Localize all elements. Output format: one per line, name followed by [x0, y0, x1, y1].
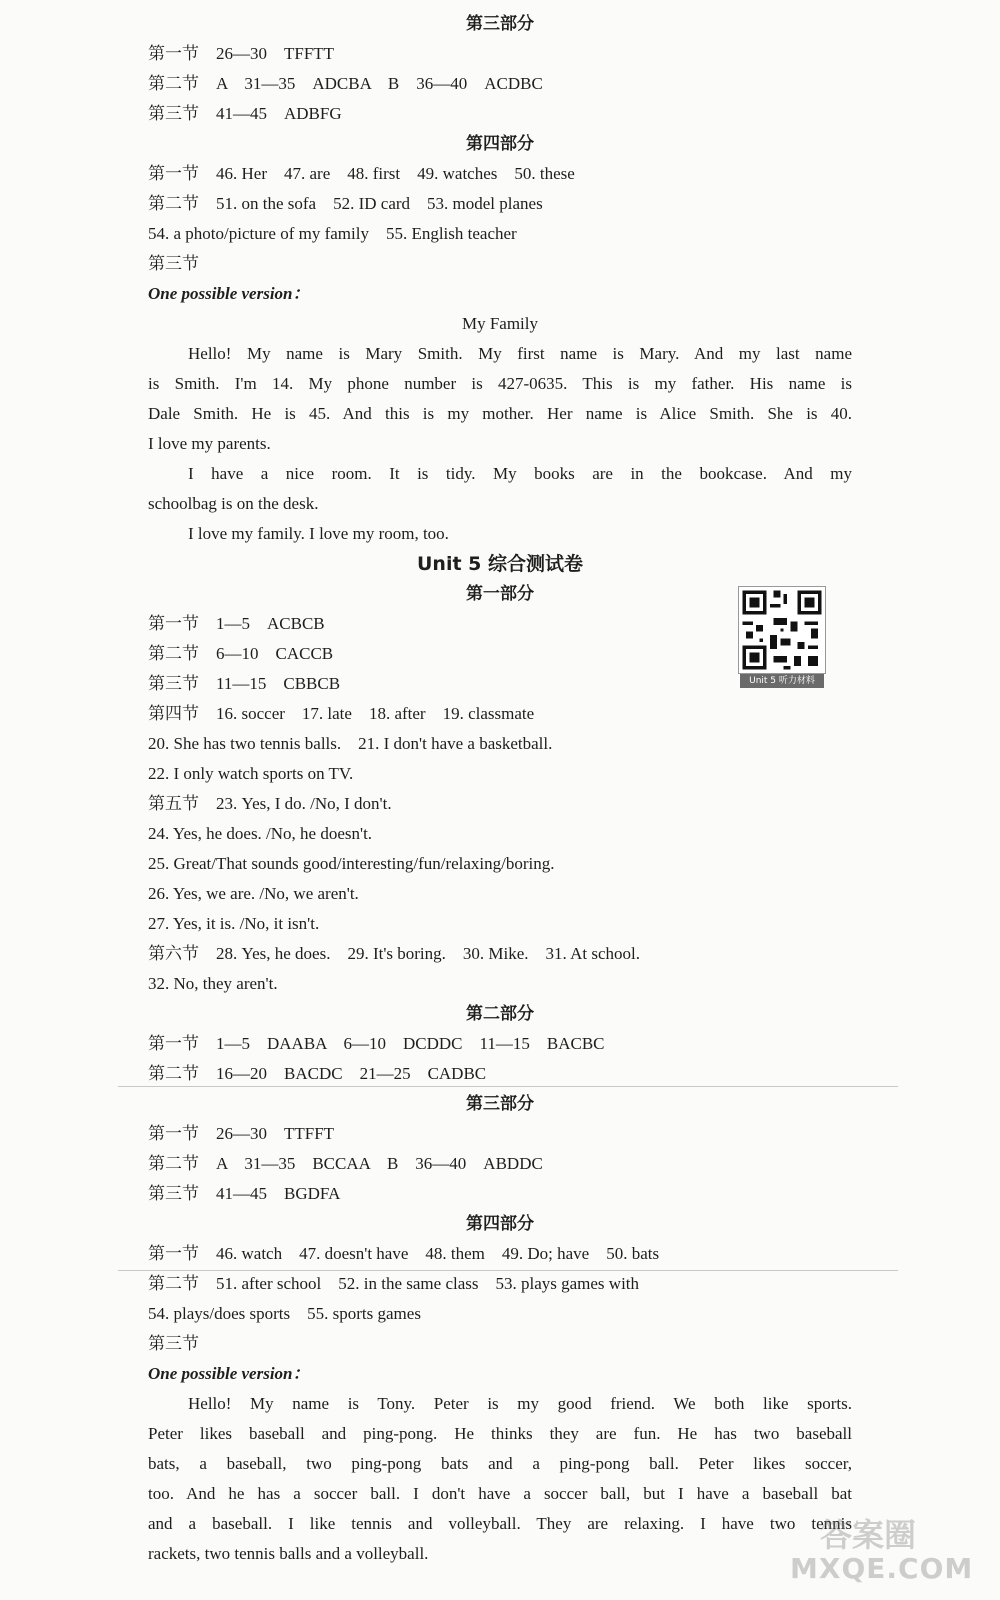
answer-line: 22. I only watch sports on TV.	[148, 764, 354, 783]
answer-line: 第一节 1—5 DAABA 6—10 DCDDC 11—15 BACBC	[148, 1034, 605, 1053]
answer-line: One possible version：	[148, 1364, 310, 1383]
answer-line: My Family	[461, 314, 539, 333]
section-heading: 第三部分	[466, 14, 534, 34]
qr-code	[738, 586, 826, 674]
section-heading: 第一部分	[466, 584, 534, 604]
answer-line: rackets, two tennis balls and a volleyball.	[148, 1544, 429, 1563]
answer-line: Peter likes baseball and ping-pong. He thinks they are fun. He has two baseball	[148, 1424, 852, 1443]
answer-line: 第三节 41—45 BGDFA	[148, 1184, 341, 1203]
section-heading: 第四部分	[466, 1214, 534, 1234]
answer-line: 第二节 A 31—35 ADCBA B 36—40 ACDBC	[148, 74, 543, 93]
answer-line: 20. She has two tennis balls. 21. I don't have a basketball.	[148, 734, 553, 753]
watermark-logo: 答案圈 MXQE.COM	[790, 1516, 974, 1585]
answer-line: Dale Smith. He is 45. And this is my mother. Her name is Alice Smith. She is 40.	[148, 404, 852, 423]
divider-line	[118, 1270, 898, 1271]
section-heading: 第四部分	[466, 134, 534, 154]
answer-line: 54. a photo/picture of my family 55. English teacher	[148, 224, 517, 243]
answer-line: I love my parents.	[148, 434, 271, 453]
answer-line: I have a nice room. It is tidy. My books are in the bookcase. And my	[188, 464, 852, 483]
answer-line: 24. Yes, he does. /No, he doesn't.	[148, 824, 373, 843]
answer-line: 第一节 26—30 TTFFT	[148, 1124, 335, 1143]
answer-line: 32. No, they aren't.	[148, 974, 278, 993]
answer-line: Hello! My name is Mary Smith. My first name is Mary. And my last name	[188, 344, 852, 363]
answer-line: 第二节 16—20 BACDC 21—25 CADBC	[148, 1064, 487, 1083]
answer-line: 第一节 46. watch 47. doesn't have 48. them 49. Do; have 50. bats	[148, 1244, 660, 1263]
answer-line: 第一节 46. Her 47. are 48. first 49. watches 50. these	[148, 164, 575, 183]
answer-line: I love my family. I love my room, too.	[188, 524, 449, 543]
answer-line: and a baseball. I like tennis and volleyball. They are relaxing. I have two tennis	[148, 1514, 852, 1533]
qr-caption: Unit 5 听力材料	[740, 674, 824, 688]
answer-line: 26. Yes, we are. /No, we aren't.	[148, 884, 359, 903]
answer-line: is Smith. I'm 14. My phone number is 427-0635. This is my father. His name is	[148, 374, 852, 393]
answer-line: 第一节 1—5 ACBCB	[148, 614, 325, 633]
answer-line: 第二节 6—10 CACCB	[148, 644, 334, 663]
section-heading: 第三部分	[466, 1094, 534, 1114]
answer-line: too. And he has a soccer ball. I don't have a soccer ball, but I have a baseball bat	[148, 1484, 852, 1503]
answer-line: 25. Great/That sounds good/interesting/fun/relaxing/boring.	[148, 854, 555, 873]
answer-line: 第二节 51. after school 52. in the same class 53. plays games with	[148, 1274, 640, 1293]
answer-line: 第二节 51. on the sofa 52. ID card 53. model planes	[148, 194, 543, 213]
answer-line: 第三节 41—45 ADBFG	[148, 104, 342, 123]
answer-line: 第三节	[148, 1334, 199, 1353]
answer-line: 第二节 A 31—35 BCCAA B 36—40 ABDDC	[148, 1154, 543, 1173]
answer-line: One possible version：	[148, 284, 310, 303]
section-heading: Unit 5 综合测试卷	[417, 553, 583, 575]
answer-line: Hello! My name is Tony. Peter is my good friend. We both like sports.	[188, 1394, 852, 1413]
answer-line: 54. plays/does sports 55. sports games	[148, 1304, 421, 1323]
answer-line: 第四节 16. soccer 17. late 18. after 19. classmate	[148, 704, 535, 723]
answer-line: 第五节 23. Yes, I do. /No, I don't.	[148, 794, 392, 813]
answer-line: 第三节	[148, 254, 199, 273]
answer-line: 第一节 26—30 TFFTT	[148, 44, 335, 63]
divider-line	[118, 1086, 898, 1087]
answer-line: 第六节 28. Yes, he does. 29. It's boring. 30. Mike. 31. At school.	[148, 944, 640, 963]
answer-line: schoolbag is on the desk.	[148, 494, 319, 513]
section-heading: 第二部分	[466, 1004, 534, 1024]
answer-line: 27. Yes, it is. /No, it isn't.	[148, 914, 320, 933]
answer-line: 第三节 11—15 CBBCB	[148, 674, 341, 693]
answer-line: bats, a baseball, two ping-pong bats and a ping-pong ball. Peter likes soccer,	[148, 1454, 852, 1473]
